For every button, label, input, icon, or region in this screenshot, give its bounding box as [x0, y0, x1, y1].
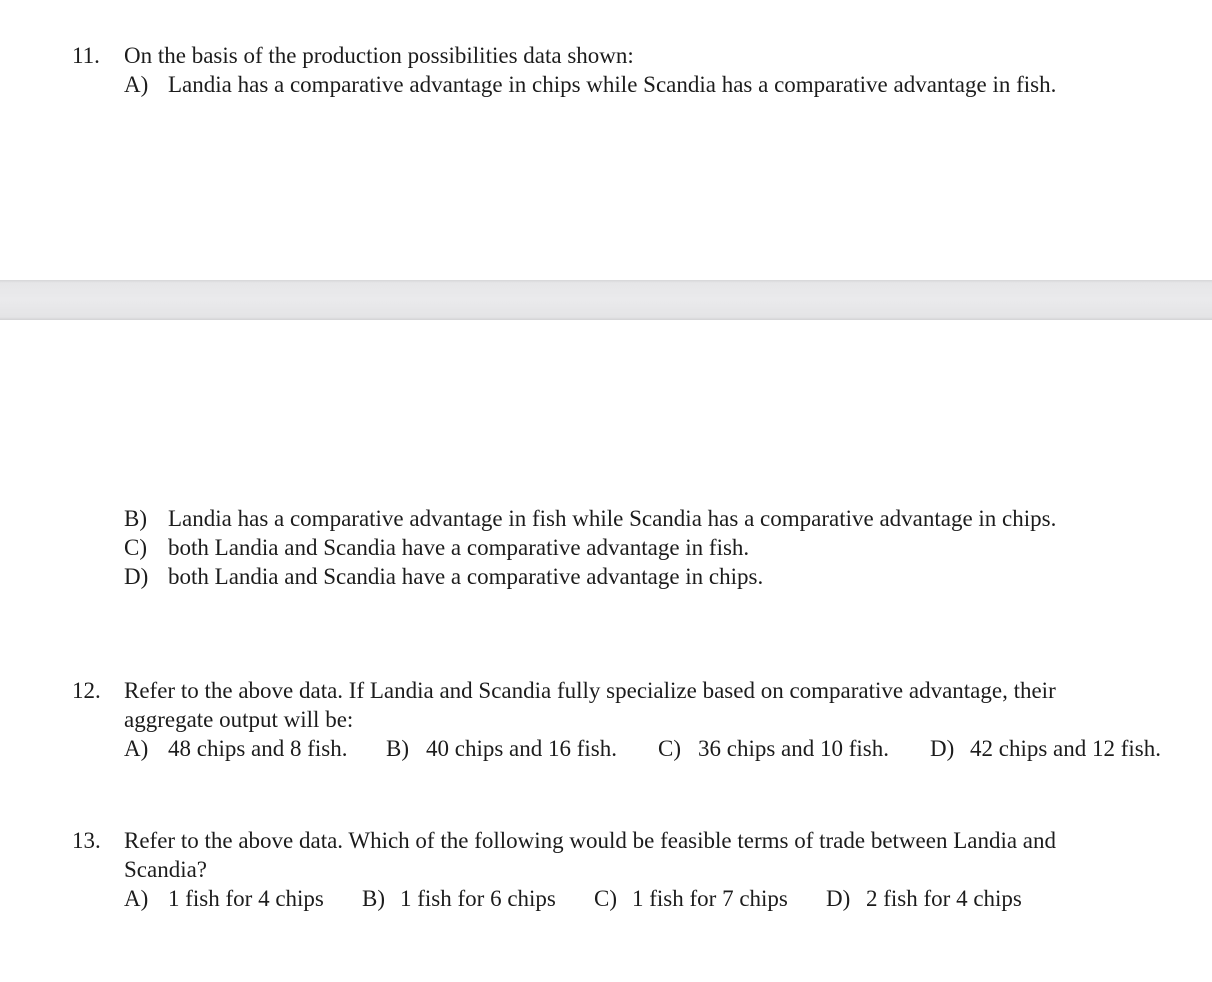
option-text: 2 fish for 4 chips — [866, 886, 1022, 911]
option-a[interactable] — [124, 71, 1056, 99]
option-letter: A) — [124, 72, 149, 97]
option-text: both Landia and Scandia have a comparative advantage in fish. — [168, 535, 750, 560]
option-text: 1 fish for 7 chips — [632, 886, 788, 911]
option-letter: B) — [362, 886, 385, 911]
question-number: 11. — [72, 43, 100, 68]
option-letter: A) — [124, 736, 149, 761]
option-d[interactable] — [930, 735, 1161, 763]
option-a[interactable] — [124, 885, 324, 913]
option-text: 1 fish for 4 chips — [168, 886, 324, 911]
option-text: 40 chips and 16 fish. — [426, 736, 618, 761]
option-a[interactable] — [124, 735, 348, 763]
option-c[interactable] — [594, 885, 788, 913]
option-letter: C) — [594, 886, 617, 911]
option-letter: B) — [386, 736, 409, 761]
option-b[interactable] — [124, 505, 1056, 533]
question-stem-line-1: Refer to the above data. If Landia and Scandia fully specialize based on comparative advantage, their — [124, 678, 1056, 703]
option-text: Landia has a comparative advantage in fish while Scandia has a comparative advantage in chips. — [168, 506, 1057, 531]
option-text: both Landia and Scandia have a comparative advantage in chips. — [168, 564, 764, 589]
option-text: 1 fish for 6 chips — [400, 886, 556, 911]
option-letter: D) — [930, 736, 955, 761]
question-stem-line-2: Scandia? — [124, 857, 208, 882]
question-number: 13. — [72, 828, 101, 853]
option-letter: A) — [124, 886, 149, 911]
option-letter: D) — [826, 886, 851, 911]
question-stem: On the basis of the production possibilities data shown: — [124, 43, 634, 68]
option-letter: B) — [124, 506, 147, 531]
option-b[interactable] — [362, 885, 556, 913]
option-letter: C) — [124, 535, 147, 560]
option-d[interactable] — [124, 563, 763, 591]
image-placeholder-bar — [0, 280, 1212, 320]
question-number: 12. — [72, 678, 101, 703]
option-letter: C) — [658, 736, 681, 761]
option-text: Landia has a comparative advantage in chips while Scandia has a comparative advantage in fish. — [168, 72, 1057, 97]
option-letter: D) — [124, 564, 149, 589]
option-d[interactable] — [826, 885, 1022, 913]
option-text: 36 chips and 10 fish. — [698, 736, 890, 761]
question-stem-line-1: Refer to the above data. Which of the following would be feasible terms of trade between Landia and — [124, 828, 1057, 853]
option-text: 48 chips and 8 fish. — [168, 736, 348, 761]
question-stem-line-2: aggregate output will be: — [124, 707, 354, 732]
option-c[interactable] — [124, 534, 749, 562]
option-b[interactable] — [386, 735, 617, 763]
option-c[interactable] — [658, 735, 889, 763]
option-text: 42 chips and 12 fish. — [970, 736, 1162, 761]
